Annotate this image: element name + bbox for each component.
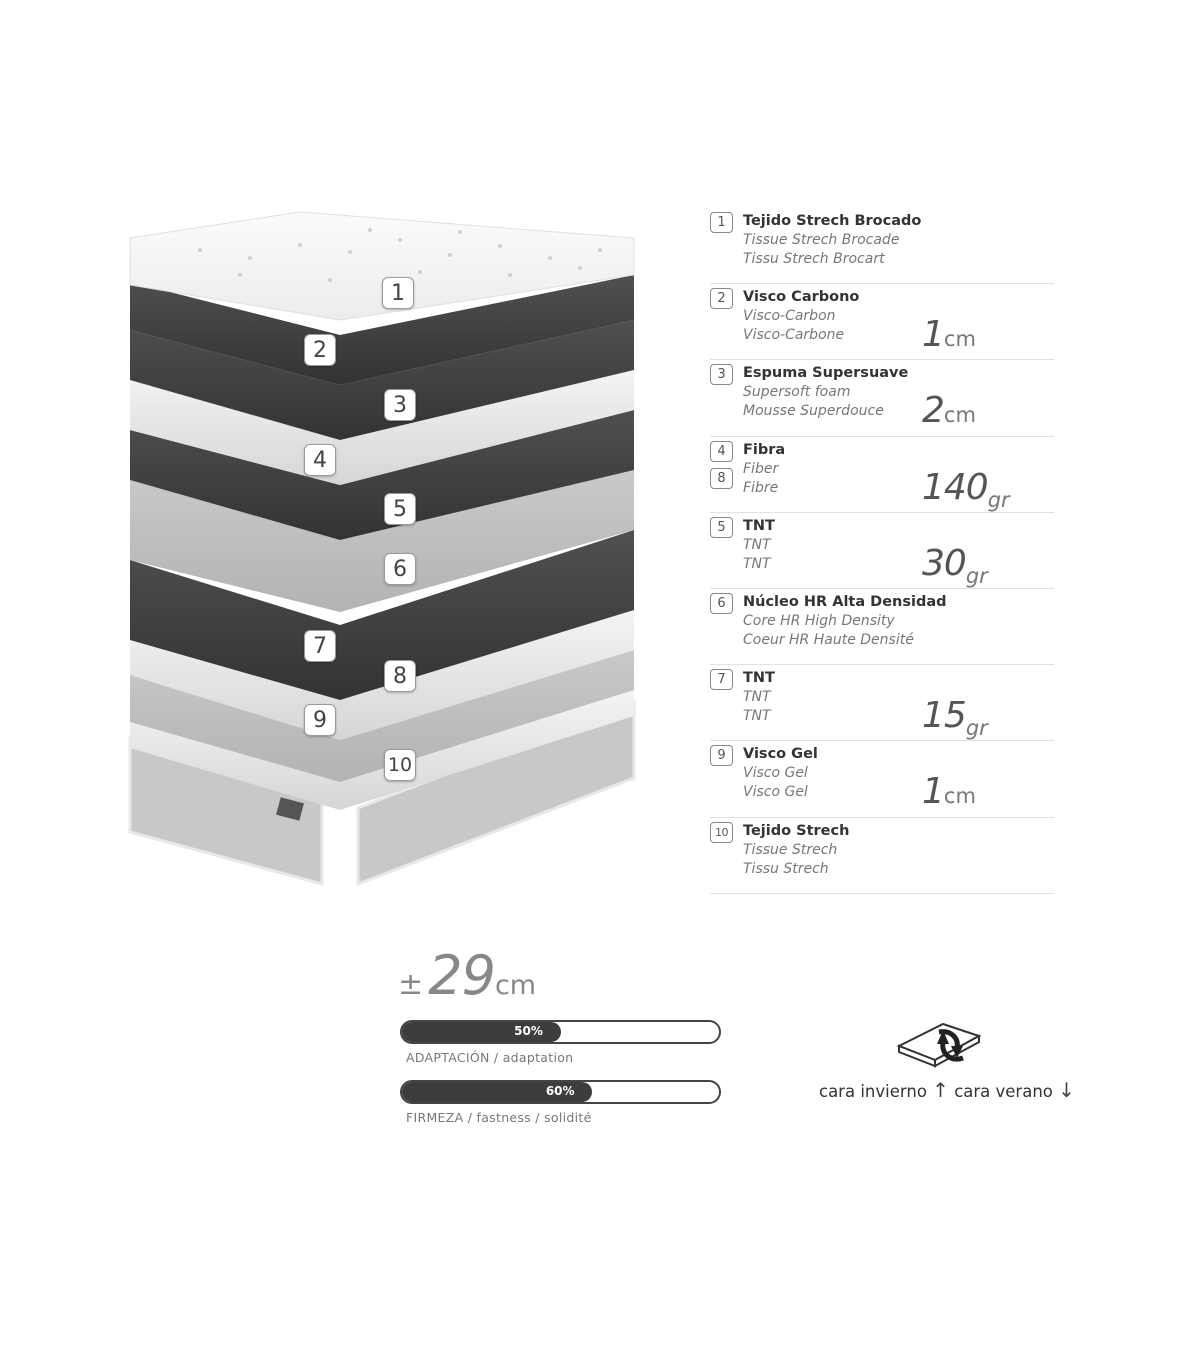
layer-name-fr: Coeur HR Haute Densité xyxy=(743,631,914,648)
layer-name: TNT xyxy=(743,517,775,534)
firmness-rating-bar xyxy=(400,1080,721,1104)
layer-measure xyxy=(922,542,988,588)
illustration-label-2: 2 xyxy=(304,334,336,366)
legend-row-1 xyxy=(710,208,1054,284)
legend-number-badge: 7 xyxy=(710,669,733,690)
legend-row-7 xyxy=(710,665,1054,741)
legend-number-badge: 10 xyxy=(710,822,733,843)
down-arrow-icon: ↓ xyxy=(1058,1078,1075,1102)
layer-name-fr: TNT xyxy=(743,708,771,725)
layer-name-fr: Tissu Strech Brocart xyxy=(743,251,885,267)
legend-number-badge: 6 xyxy=(710,593,733,614)
firmness-rating-percent: 60% xyxy=(545,1084,575,1098)
illustration-label-1: 1 xyxy=(382,277,414,309)
measure-value: 140 xyxy=(922,466,988,508)
layer-measure xyxy=(922,466,1010,512)
layer-name: Espuma Supersuave xyxy=(743,365,909,382)
layer-name-fr: TNT xyxy=(743,555,771,572)
layer-name: Visco Gel xyxy=(743,746,818,763)
height-prefix: ± xyxy=(398,967,424,1002)
legend-number-badge: 3 xyxy=(710,364,733,385)
layer-name-en: Tissue Strech xyxy=(743,841,838,858)
layer-measure xyxy=(922,390,976,431)
layer-name-en: Fiber xyxy=(743,460,779,477)
layer-name-en: Visco Gel xyxy=(743,765,808,782)
height-value: 29 xyxy=(428,944,495,1007)
height-unit: cm xyxy=(494,970,537,1001)
measure-value: 30 xyxy=(922,542,966,584)
measure-value: 2 xyxy=(922,390,944,432)
layer-name-en: TNT xyxy=(743,536,771,553)
layer-legend xyxy=(710,208,1054,894)
legend-number-badge: 1 xyxy=(710,212,733,233)
firmness-rating-caption: FIRMEZA / fastness / solidité xyxy=(406,1110,592,1125)
layer-name-fr: Visco Gel xyxy=(743,784,808,801)
illustration-label-7: 7 xyxy=(304,630,336,662)
layer-name-en: Core HR High Density xyxy=(743,612,895,629)
mattress-layers-drawing xyxy=(0,0,700,900)
measure-unit: cm xyxy=(943,327,976,352)
layer-name-fr: Fibre xyxy=(743,479,779,496)
adaptation-rating-bar xyxy=(400,1020,721,1044)
layer-name-en: Supersoft foam xyxy=(743,384,851,401)
legend-number-badge: 8 xyxy=(710,468,733,489)
layer-measure xyxy=(922,771,976,812)
illustration-label-4: 4 xyxy=(304,444,336,476)
layer-name-en: TNT xyxy=(743,689,771,706)
layer-name-en: Visco-Carbon xyxy=(743,308,836,325)
layer-name-fr: Visco-Carbone xyxy=(743,327,845,344)
legend-row-6 xyxy=(710,589,1054,665)
layer-name: Tejido Strech Brocado xyxy=(743,213,922,229)
up-arrow-icon: ↑ xyxy=(932,1078,949,1102)
illustration-label-5: 5 xyxy=(384,493,416,525)
layer-name: Tejido Strech xyxy=(743,822,850,839)
mattress-layers-illustration xyxy=(0,0,700,900)
illustration-label-6: 6 xyxy=(384,553,416,585)
measure-unit: gr xyxy=(965,716,988,741)
adaptation-rating-caption: ADAPTACIÓN / adaptation xyxy=(406,1050,574,1065)
layer-name: Fibra xyxy=(743,441,786,458)
legend-row-5 xyxy=(710,513,1054,589)
summer-side-label: cara verano xyxy=(954,1082,1053,1101)
measure-value: 1 xyxy=(922,771,944,813)
legend-row-2 xyxy=(710,284,1054,360)
illustration-label-9: 9 xyxy=(304,704,336,736)
layer-name: TNT xyxy=(743,670,775,687)
measure-unit: cm xyxy=(943,784,976,809)
flip-caption xyxy=(819,1078,1075,1102)
measure-unit: cm xyxy=(943,403,976,428)
layer-name-fr: Mousse Superdouce xyxy=(743,403,884,420)
legend-number-badge: 9 xyxy=(710,745,733,766)
illustration-label-3: 3 xyxy=(384,389,416,421)
layer-measure xyxy=(922,314,976,355)
measure-value: 1 xyxy=(922,314,944,356)
legend-row-10 xyxy=(710,818,1054,894)
layer-name-fr: Tissu Strech xyxy=(743,860,829,877)
legend-row-9 xyxy=(710,741,1054,817)
legend-number-badge: 5 xyxy=(710,517,733,538)
illustration-label-8: 8 xyxy=(384,660,416,692)
illustration-label-10: 10 xyxy=(384,749,416,781)
flip-mattress-icon xyxy=(893,1018,985,1072)
measure-unit: gr xyxy=(987,487,1010,512)
measure-unit: gr xyxy=(965,563,988,588)
legend-number-badge: 4 xyxy=(710,441,733,462)
layer-name-en: Tissue Strech Brocade xyxy=(743,232,900,248)
legend-number-badge: 2 xyxy=(710,288,733,309)
measure-value: 15 xyxy=(922,695,966,737)
legend-row-4-8 xyxy=(710,437,1054,513)
layer-name: Visco Carbono xyxy=(743,289,860,306)
layer-name: Núcleo HR Alta Densidad xyxy=(743,593,947,610)
mattress-height xyxy=(398,944,536,1007)
legend-row-3 xyxy=(710,360,1054,436)
layer-measure xyxy=(922,695,988,741)
winter-side-label: cara invierno xyxy=(819,1082,927,1101)
adaptation-rating-percent: 50% xyxy=(514,1024,543,1038)
